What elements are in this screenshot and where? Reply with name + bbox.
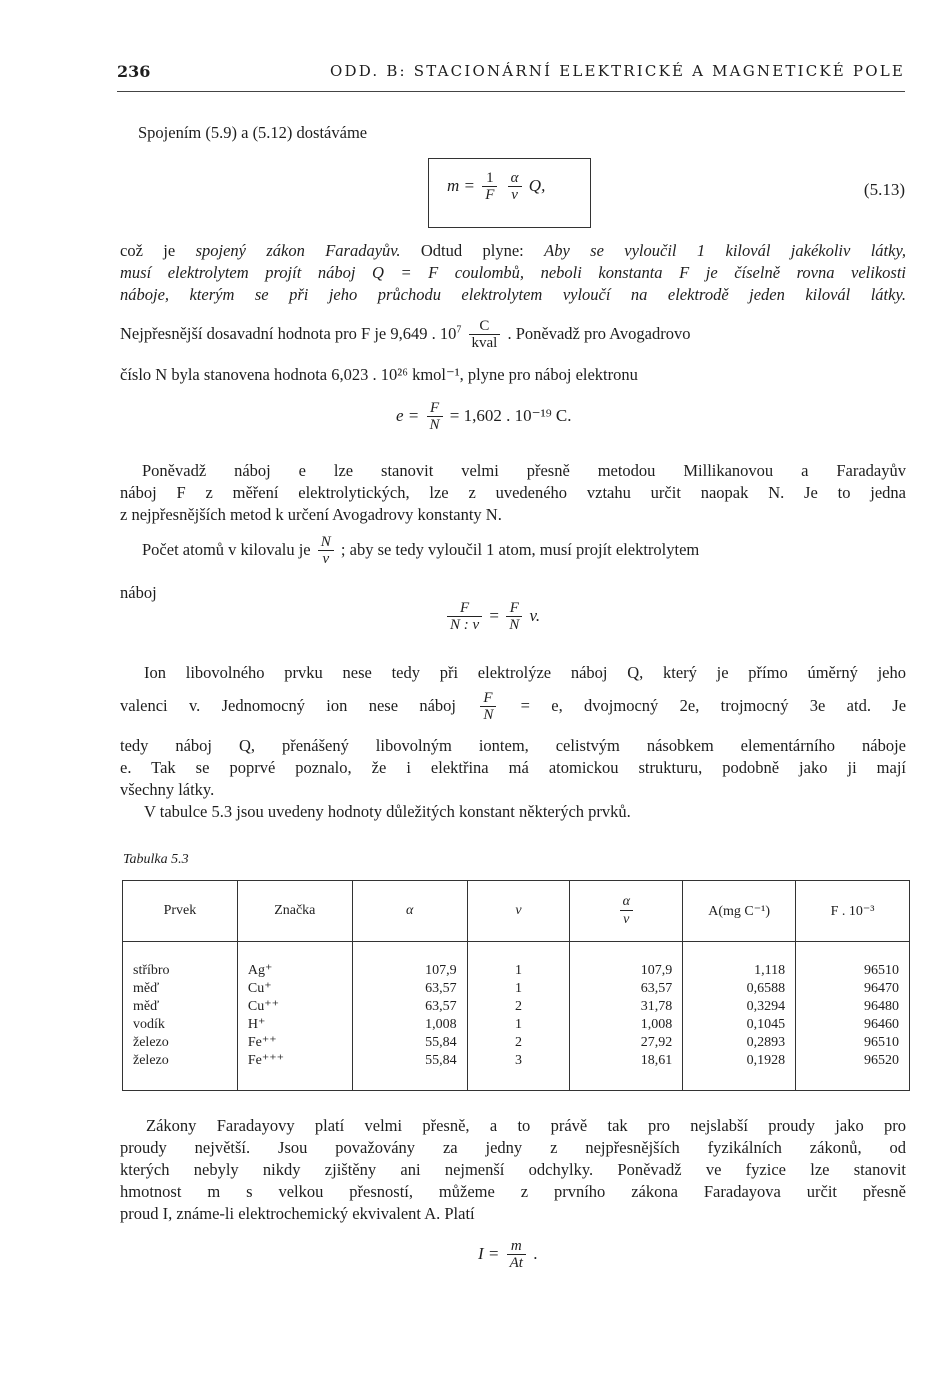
line-3: náboje, kterým se při jeho průchodu elektrolytem vyloučí na elektrodě jeden kilovál látky.	[120, 285, 906, 304]
paragraph-faraday-value	[120, 318, 906, 352]
line-2: proudy největší. Jsou považovány za jedny z nejpřesnějších fyzikálních zákonů, od	[120, 1138, 906, 1157]
cell-znacka: Fe⁺⁺⁺	[237, 1052, 352, 1091]
fraction-C-over-kval: $\frac{C}{\text{kval}}$	[469, 318, 501, 352]
cell-f: 96480	[796, 998, 910, 1016]
cell-alpha: 1,008	[352, 1016, 467, 1034]
col-header-alpha: α	[352, 881, 467, 942]
page-number: 236	[117, 62, 151, 81]
line-1: Nejpřesnější dosavadní hodnota pro F je 9,649 . $10^7$ $\frac{C}{\text{kval}}$ . Poněvadž pro Avogadrovo	[120, 318, 691, 351]
line-3: z nejpřesnějších metod k určení Avogadrovy konstanty N.	[120, 505, 502, 524]
cell-v: 1	[467, 1016, 570, 1034]
table-row	[123, 1016, 910, 1034]
equation-current: I = $\frac{m}{At}$ .	[478, 1238, 538, 1271]
paragraph-faraday-law	[120, 240, 906, 306]
col-header-f: F . 10⁻³	[796, 881, 910, 942]
col-header-znacka: Značka	[237, 881, 352, 942]
running-head: ODD. B: STACIONÁRNÍ ELEKTRICKÉ A MAGNETICKÉ POLE	[329, 62, 905, 80]
line-5: všechny látky.	[120, 780, 215, 799]
table-row	[123, 1052, 910, 1091]
table-row	[123, 942, 910, 981]
cell-v: 1	[467, 980, 570, 998]
line-2: musí elektrolytem projít náboj Q = F coulombů, neboli konstanta F je číselně rovna velikosti	[120, 263, 906, 282]
cell-f: 96510	[796, 942, 910, 981]
line-2: náboj F z měření elektrolytických, lze z uvedeného vztahu určit naopak N. Je to jedna	[120, 483, 906, 502]
line-1: Počet atomů v kilovalu je $\frac{N}{v}$ ; aby se tedy vyloučil 1 atom, musí projít elektrolytem	[142, 534, 700, 567]
table-caption: Tabulka 5.3	[123, 852, 189, 867]
fraction-F-over-N-v: $\frac{F}{N : v}$	[447, 600, 482, 634]
cell-alpha: 55,84	[352, 1034, 467, 1052]
cell-a: 1,118	[683, 942, 796, 981]
cell-f: 96470	[796, 980, 910, 998]
paragraph-atomic-structure	[120, 735, 906, 823]
cell-alpha: 63,57	[352, 998, 467, 1016]
cell-znacka: Cu⁺	[237, 980, 352, 998]
line-4: e. Tak se poprvé poznalo, že i elektřina má atomickou strukturu, podobně jako ji mají	[120, 758, 906, 777]
cell-a: 0,2893	[683, 1034, 796, 1052]
fraction-F-over-N: $\frac{F}{N}$	[427, 400, 443, 434]
table-row	[123, 980, 910, 998]
fraction-1-over-F: $\frac{1}{F}$	[482, 170, 497, 204]
col-header-v: v	[467, 881, 570, 942]
table-row	[123, 998, 910, 1016]
cell-v: 2	[467, 1034, 570, 1052]
cell-ratio: 27,92	[570, 1034, 683, 1052]
cell-prvek: měď	[123, 998, 238, 1016]
paragraph-intro	[138, 122, 924, 144]
cell-a: 0,1928	[683, 1052, 796, 1091]
line-1: Poněvadž náboj e lze stanovit velmi přesně metodou Millikanovou a Faradayův	[142, 461, 906, 480]
equation-number: (5.13)	[863, 180, 905, 199]
cell-ratio: 63,57	[570, 980, 683, 998]
cell-ratio: 31,78	[570, 998, 683, 1016]
line-6: V tabulce 5.3 jsou uvedeny hodnoty důležitých konstant některých prvků.	[144, 802, 631, 821]
col-header-a: A(mg C⁻¹)	[683, 881, 796, 942]
cell-prvek: železo	[123, 1052, 238, 1091]
table-header-row	[123, 881, 910, 942]
cell-ratio: 1,008	[570, 1016, 683, 1034]
eq-lhs: m =	[447, 175, 475, 195]
equation-5-13	[447, 170, 545, 204]
cell-znacka: Cu⁺⁺	[237, 998, 352, 1016]
paragraph-precision	[120, 1115, 906, 1225]
fraction-F-over-N: $\frac{F}{N}$	[506, 600, 522, 634]
paragraph-ion-valence	[120, 690, 906, 724]
intro-text: Spojením (5.9) a (5.12) dostáváme	[138, 123, 368, 142]
header-rule	[117, 91, 905, 92]
cell-a: 0,6588	[683, 980, 796, 998]
cell-f: 96510	[796, 1034, 910, 1052]
cell-v: 1	[467, 942, 570, 981]
fraction-alpha-over-v: $\frac{\alpha}{v}$	[508, 170, 522, 204]
line-3: kterých nebyly nikdy zjištěny ani nejmenší odchylky. Poněvadž ve fyzice lze stanovit	[120, 1160, 906, 1179]
line-3: tedy náboj Q, přenášený libovolným iontem, celistvým násobkem elementárního náboje	[120, 736, 906, 755]
cell-prvek: stříbro	[123, 942, 238, 981]
eq-tail: Q,	[528, 175, 546, 195]
fraction-F-over-N: $\frac{F}{N}$	[480, 690, 496, 724]
constants-table	[122, 880, 910, 1091]
cell-alpha: 63,57	[352, 980, 467, 998]
line-1: Zákony Faradayovy platí velmi přesně, a to právě tak pro nejslabší proudy jako pro	[146, 1116, 906, 1135]
cell-f: 96460	[796, 1016, 910, 1034]
cell-prvek: vodík	[123, 1016, 238, 1034]
cell-a: 0,3294	[683, 998, 796, 1016]
paragraph-ion-charge	[120, 662, 906, 684]
cell-f: 96520	[796, 1052, 910, 1091]
fraction-m-over-At: $\frac{m}{At}$	[507, 1238, 526, 1272]
paragraph-millikan	[120, 460, 906, 526]
cell-znacka: Fe⁺⁺	[237, 1034, 352, 1052]
line-2: číslo N byla stanovena hodnota 6,023 . 10²⁶ kmol⁻¹, plyne pro náboj elektronu	[120, 365, 638, 384]
line-2: valenci v. Jednomocný ion nese náboj $\frac{F}{N}$ = e, dvojmocný 2e, trojmocný 3e atd. Je	[120, 690, 907, 723]
cell-ratio: 18,61	[570, 1052, 683, 1091]
cell-prvek: železo	[123, 1034, 238, 1052]
cell-v: 3	[467, 1052, 570, 1091]
col-header-prvek: Prvek	[123, 881, 238, 942]
cell-v: 2	[467, 998, 570, 1016]
cell-a: 0,1045	[683, 1016, 796, 1034]
cell-alpha: 107,9	[352, 942, 467, 981]
cell-alpha: 55,84	[352, 1052, 467, 1091]
paragraph-avogadro	[120, 364, 906, 386]
page-header	[117, 62, 905, 90]
paragraph-atoms	[142, 534, 928, 568]
fraction-N-over-v: $\frac{N}{v}$	[318, 534, 334, 568]
line-1: Ion libovolného prvku nese tedy při elektrolýze náboj Q, který je přímo úměrný jeho	[144, 663, 906, 682]
equation-electron-charge: e = $\frac{F}{N}$ = 1,602 . 10⁻¹⁹ C.	[396, 400, 572, 433]
cell-znacka: H⁺	[237, 1016, 352, 1034]
col-header-ratio: $\frac{\alpha}{v}$	[570, 881, 683, 942]
cell-znacka: Ag⁺	[237, 942, 352, 981]
table-row	[123, 1034, 910, 1052]
line-5: proud I, známe-li elektrochemický ekvivalent A. Platí	[120, 1204, 475, 1223]
equation-atom-charge: $\frac{F}{N : v}$ = $\frac{F}{N}$ v.	[444, 600, 540, 634]
line-4: hmotnost m s velkou přesností, můžeme z prvního zákona Faradayova určit přesně	[120, 1182, 906, 1201]
cell-prvek: měď	[123, 980, 238, 998]
paragraph-naboj: náboj	[120, 583, 157, 602]
cell-ratio: 107,9	[570, 942, 683, 981]
line-1: což je spojený zákon Faradayův. Odtud plyne: Aby se vyloučil 1 kilovál jakékoliv látky,	[120, 241, 906, 260]
